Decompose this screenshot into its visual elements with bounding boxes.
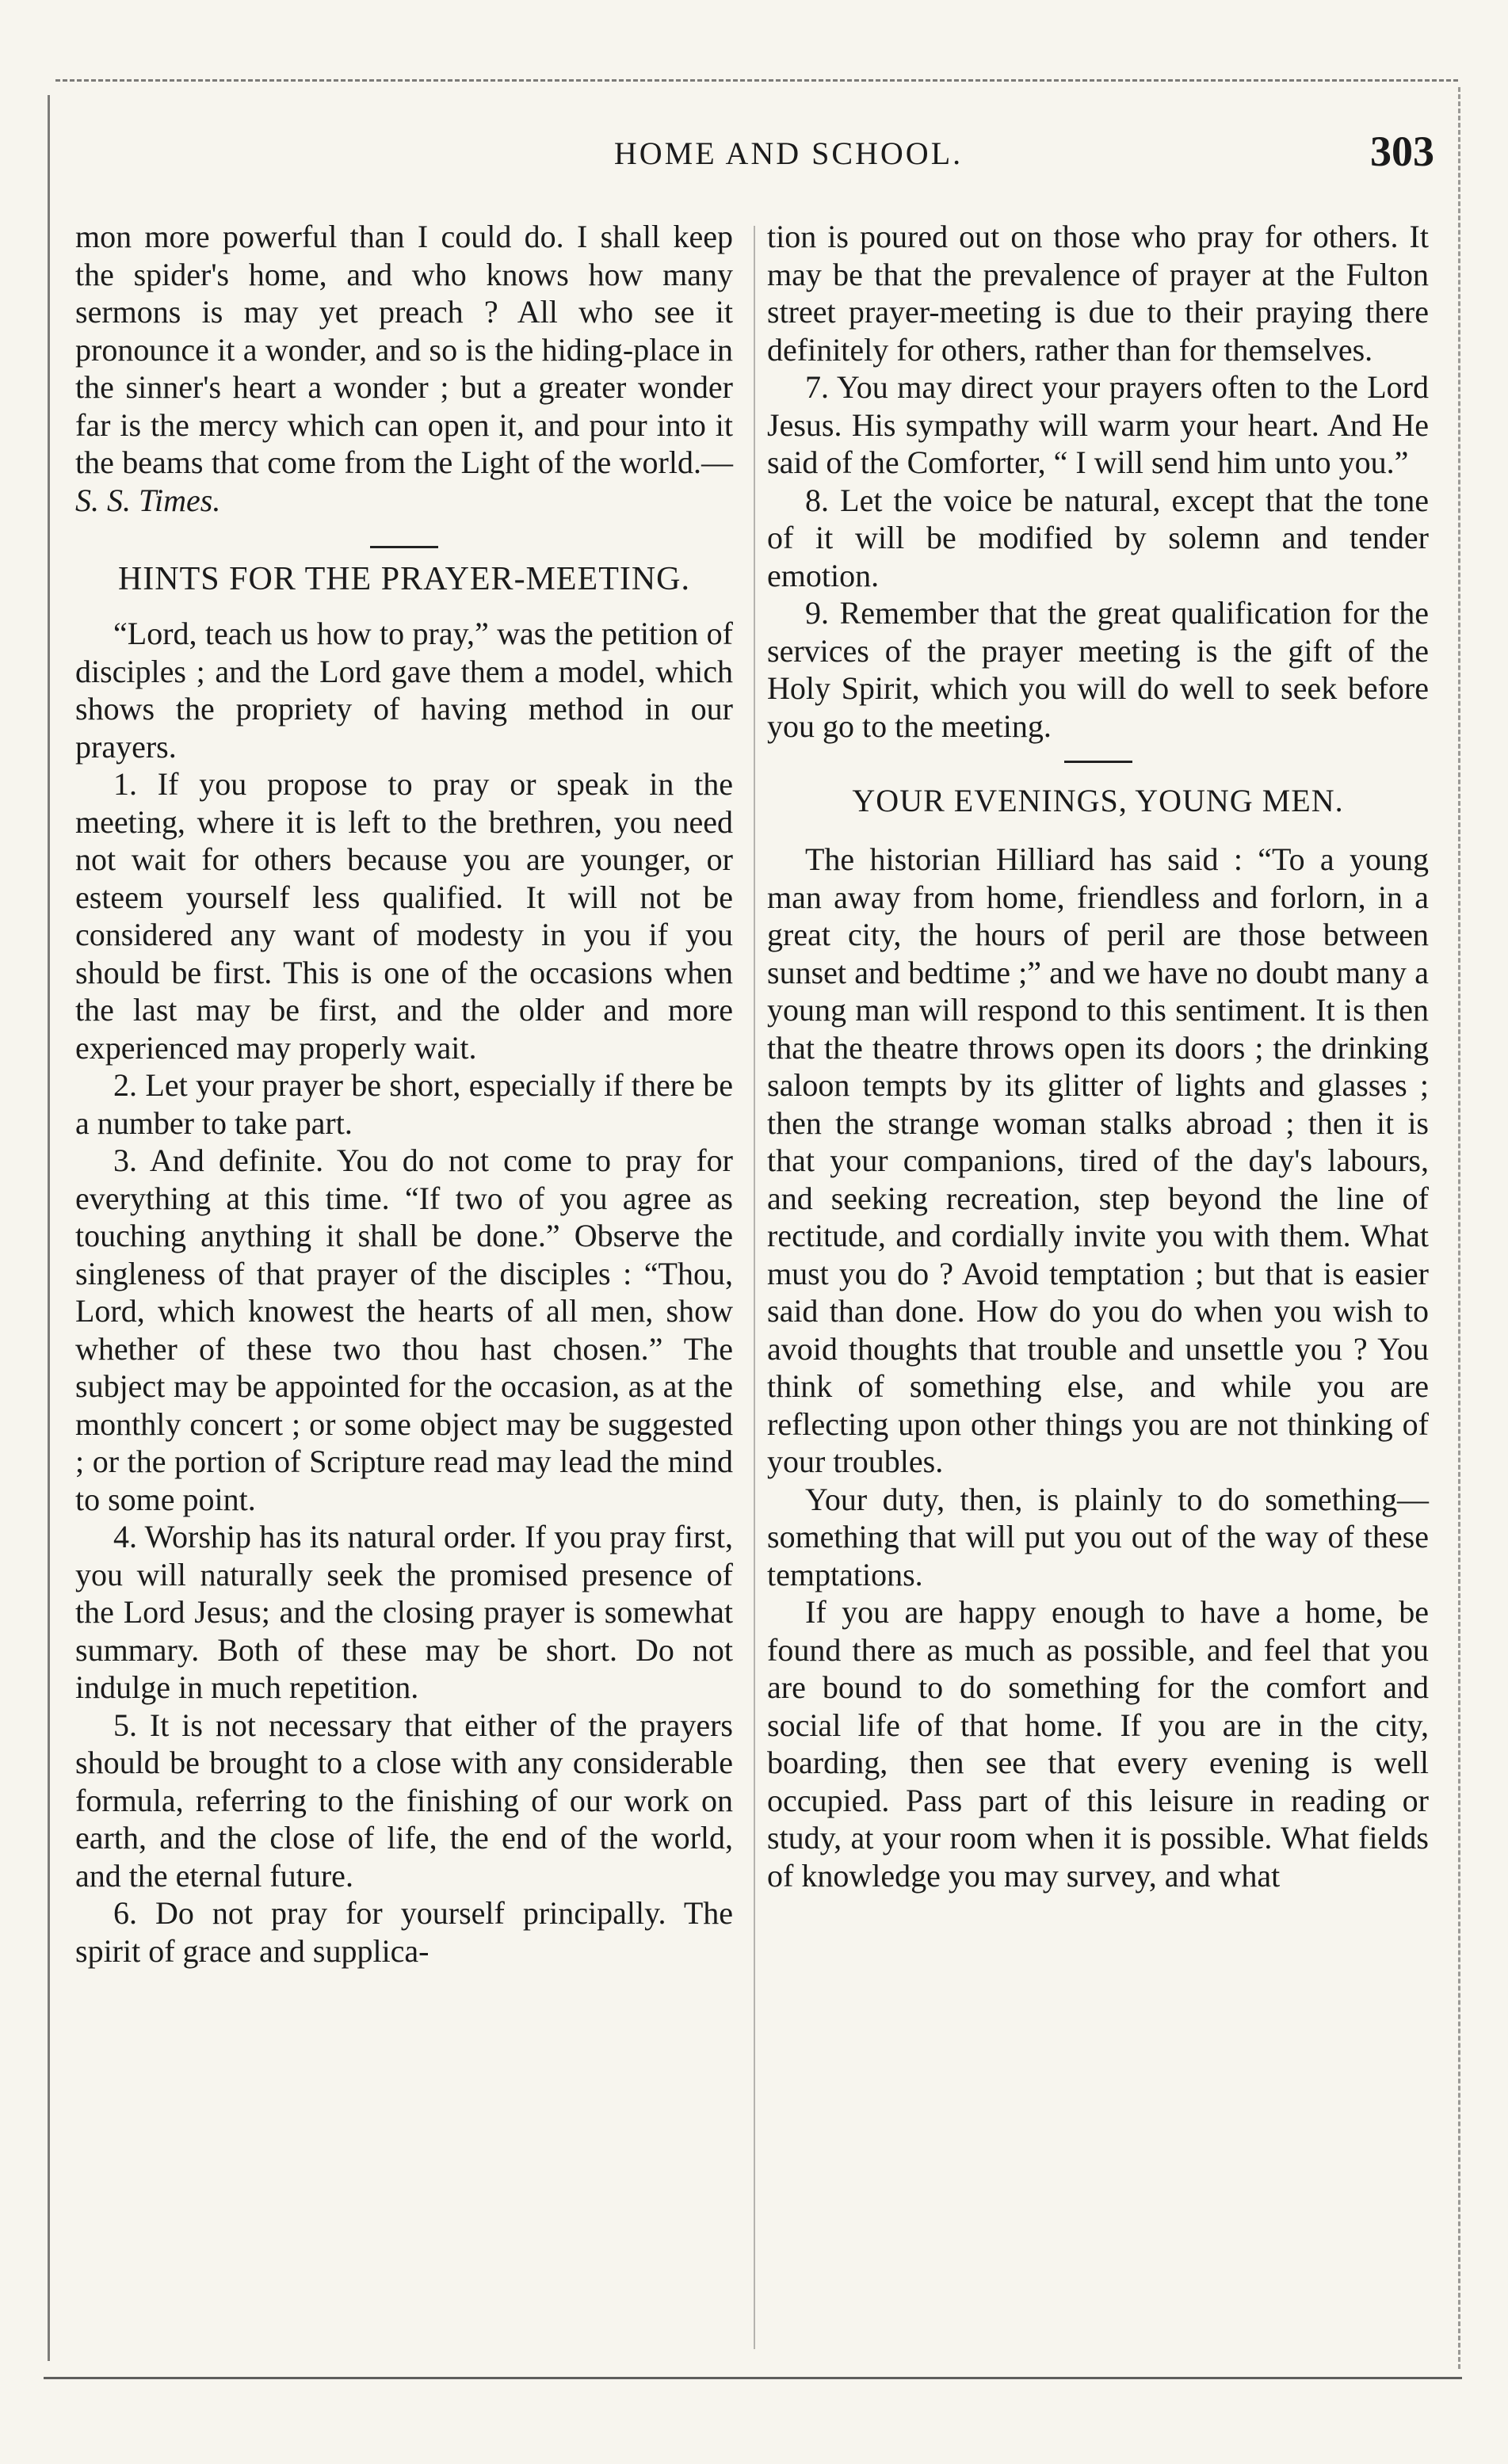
- top-border-rule: [55, 79, 1458, 82]
- article-paragraph: “Lord, teach us how to pray,” was the petition of disciples ; and the Lord gave them a model, which shows the propriety of having method in our prayers.: [75, 616, 733, 765]
- article-paragraph: 5. It is not necessary that either of the prayers should be brought to a close with any considerable formula, referring to the finishing of our work on earth, and the close of life, the end of the world, and the eternal future.: [75, 1707, 733, 1894]
- column-divider: [754, 226, 755, 2349]
- intro-paragraph: [75, 218, 733, 519]
- left-border-rule: [48, 95, 50, 2361]
- section-separator: [370, 546, 438, 548]
- right-column: [767, 218, 1429, 1894]
- article-paragraph: 1. If you propose to pray or speak in the meeting, where it is left to the brethren, you need not wait for others because you are younger, or esteem yourself less qualified. It will not be considered any want of modesty in you if you should be first. This is one of the occasions when the last may be first, and the older and more experienced may properly wait.: [75, 766, 733, 1066]
- article-paragraph: 7. You may direct your prayers often to the Lord Jesus. His sympathy will warm your heart. And He said of the Comforter, “ I will send him unto you.”: [767, 369, 1429, 480]
- article-paragraph: tion is poured out on those who pray for others. It may be that the prevalence of prayer at the Fulton street prayer-meeting is due to their praying there definitely for others, rather than for themselves.: [767, 219, 1429, 368]
- article-title-young-men: YOUR EVENINGS, YOUNG MEN.: [852, 783, 1344, 818]
- article-paragraph: 6. Do not pray for yourself principally. The spirit of grace and supplica-: [75, 1895, 733, 1969]
- running-title: HOME AND SCHOOL.: [613, 135, 964, 171]
- intro-text: mon more powerful than I could do. I shall keep the spider's home, and who knows how many sermons is may yet preach ? All who see it pronounce it a wonder, and so is the hiding-place in the sinner's heart a wonder ; but a greater wonder far is the mercy which can open it, and pour into it the beams that come from the Light of the world.—: [75, 219, 733, 480]
- article-paragraph: 8. Let the voice be natural, except that the tone of it will be modified by solemn and tender emotion.: [767, 482, 1429, 593]
- article-paragraph: 2. Let your prayer be short, especially if there be a number to take part.: [75, 1067, 733, 1141]
- bottom-border-rule: [44, 2377, 1462, 2379]
- section-separator: [1064, 761, 1132, 763]
- article-paragraph: The historian Hilliard has said : “To a young man away from home, friendless and forlorn, in a great city, the hours of peril are those between sunset and bedtime ;” and we have no doubt many a young man will respond to this sentiment. It is then that the theatre throws open its doors ; the drinking saloon tempts by its glitter of lights and glasses ; then the strange woman stalks abroad ; then it is that your companions, tired of the day's labours, and seeking recreation, step beyond the line of rectitude, and cordially invite you with them. What must you do ? Avoid temptation ; but that is easier said than done. How do you do when you wish to avoid thoughts that trouble and unsettle you ? You think of something else, and while you are reflecting upon other things you are not thinking of your troubles.: [767, 841, 1429, 1479]
- article-paragraph: 9. Remember that the great qualification for the services of the prayer meeting is the gift of the Holy Spirit, which you will do well to seek before you go to the meeting.: [767, 595, 1429, 744]
- article-paragraph: If you are happy enough to have a home, be found there as much as possible, and feel that you are bound to do something for the comfort and social life of that home. If you are in the city, boarding, then see that every evening is well occupied. Pass part of this leisure in reading or study, at your room when it is possible. What fields of knowledge you may survey, and what: [767, 1594, 1429, 1894]
- left-column: [75, 218, 733, 1970]
- article-paragraph: 4. Worship has its natural order. If you pray first, you will naturally seek the promised presence of the Lord Jesus; and the closing prayer is somewhat summary. Both of these may be short. Do not indulge in much repetition.: [75, 1519, 733, 1705]
- page-number: 303: [1370, 128, 1434, 175]
- right-border-rule: [1458, 87, 1460, 2369]
- article-title-prayer-meeting: HINTS FOR THE PRAYER-MEETING.: [117, 561, 691, 597]
- article-paragraph: 3. And definite. You do not come to pray for everything at this time. “If two of you agree as touching anything it shall be done.” Observe the singleness of that prayer of the disciples : “Thou, Lord, which knowest the hearts of all men, show whether of these two thou hast chosen.” The subject may be appointed for the occasion, as at the monthly concert ; or some object may be suggested ; or the portion of Scripture read may lead the mind to some point.: [75, 1142, 733, 1517]
- intro-attribution: S. S. Times.: [75, 482, 221, 518]
- page-header: [75, 128, 1434, 182]
- article-paragraph: Your duty, then, is plainly to do something—something that will put you out of the way of these temptations.: [767, 1481, 1429, 1592]
